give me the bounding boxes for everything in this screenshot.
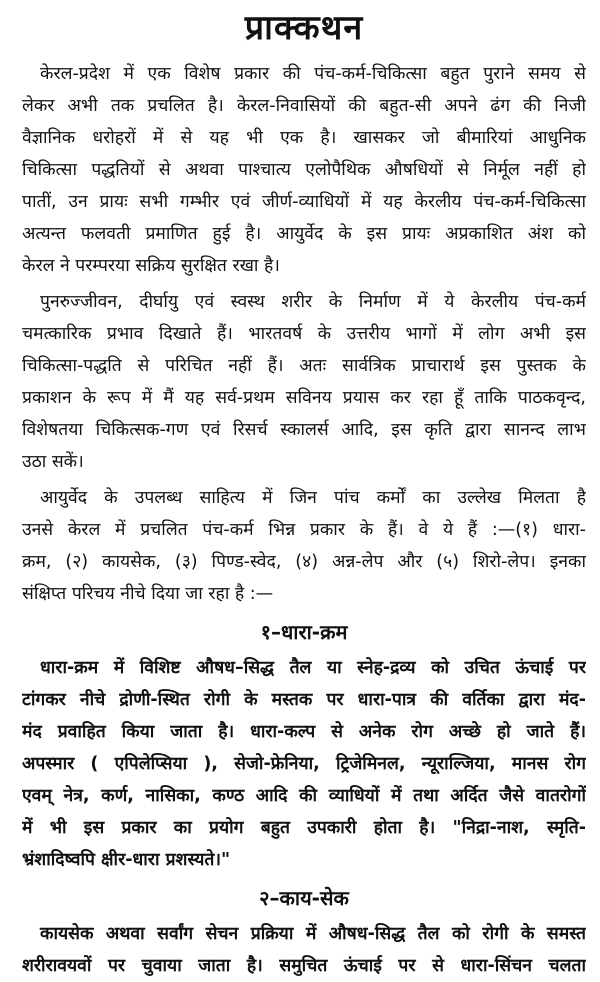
text-line: मंद प्रवाहित किया जाता है। धारा-कल्प से अनेक रोग अच्छे हो जाते हैं। (22, 722, 586, 742)
paragraph-kaya-sek (22, 918, 586, 982)
text-line: अत्यन्त फलवती प्रमाणित हुई है। आयुर्वेद के इस प्रायः अप्रकाशित अंश को (22, 224, 586, 244)
text-line: शरीरावयवों पर चुवाया जाता है। समुचित ऊंचाई पर से धारा-सिंचन चलता (22, 956, 586, 976)
text-line: चिकित्सा पद्धतियों से अथवा पाश्चात्य एलोपैथिक औषधियों से निर्मूल नहीं हो (22, 160, 586, 180)
text-line: में भी इस प्रकार का प्रयोग बहुत उपकारी होता है। "निद्रा-नाश, स्मृति- (22, 818, 586, 838)
section-heading-dhara-kram: १–धारा-क्रम (260, 620, 348, 644)
text-line: क्रम, (२) कायसेक, (३) पिण्ड-स्वेद, (४) अन्न-लेप और (५) शिरो-लेप। इनका (22, 552, 586, 572)
text-line: लेकर अभी तक प्रचलित है। केरल-निवासियों की बहुत-सी अपने ढंग की निजी (22, 96, 586, 116)
paragraph-dhara-kram (22, 652, 586, 876)
text-line: आयुर्वेद के उपलब्ध साहित्य में जिन पांच कर्मों का उल्लेख मिलता है (40, 488, 586, 508)
page-title: प्राक्कथन (244, 8, 364, 48)
text-line: पुनरुज्जीवन, दीर्घायु एवं स्वस्थ शरीर के निर्माण में ये केरलीय पंच-कर्म (40, 292, 586, 312)
paragraph-five-karmas (22, 482, 586, 610)
text-line: चिकित्सा-पद्धति से परिचित नहीं हैं। अतः सार्वत्रिक प्राचारार्थ इस पुस्तक के (22, 356, 586, 376)
text-line: कायसेक अथवा सर्वांग सेचन प्रक्रिया में औषध-सिद्ध तैल को रोगी के समस्त (40, 924, 586, 944)
text-line: उनसे केरल में प्रचलित पंच-कर्म भिन्न प्रकार के हैं। वे ये हैं :—(१) धारा- (22, 520, 586, 540)
section-heading-kaya-sek: २–काय-सेक (259, 886, 349, 910)
text-line: विशेषतया चिकित्सक-गण एवं रिसर्च स्कालर्स आदि, इस कृति द्वारा सानन्द लाभ (22, 420, 586, 440)
text-line: भ्रंशादिष्वपि क्षीर-धारा प्रशस्यते।" (22, 850, 231, 870)
text-line: प्रकाशन के रूप में मैं यह सर्व-प्रथम सविनय प्रयास कर रहा हूँ ताकि पाठकवृन्द, (22, 388, 586, 408)
text-line: टांगकर नीचे द्रोणी-स्थित रोगी के मस्तक पर धारा-पात्र की वर्तिका द्वारा मंद- (22, 690, 586, 710)
text-line: अपस्मार ( एपिलेप्सिया ), सेजो-फ्रेनिया, ट्रिजेमिनल, न्यूराल्जिया, मानस रोग (22, 754, 586, 774)
paragraph-purpose (22, 286, 586, 478)
text-line: वैज्ञानिक धरोहरों में से यह भी एक है। खासकर जो बीमारियां आधुनिक (22, 128, 586, 148)
text-line: उठा सकें। (22, 452, 84, 472)
paragraph-intro (22, 58, 586, 282)
text-line: धारा-क्रम में विशिष्ट औषध–सिद्ध तैल या स्नेह-द्रव्य को उचित ऊंचाई पर (40, 658, 586, 678)
text-line: केरल ने परम्परया सक्रिय सुरक्षित रखा है। (22, 256, 280, 276)
text-line: केरल-प्रदेश में एक विशेष प्रकार की पंच-कर्म-चिकित्सा बहुत पुराने समय से (40, 64, 586, 84)
text-line: एवम् नेत्र, कर्ण, नासिका, कण्ठ आदि की व्याधियों में तथा अर्दित जैसे वातरोगों (22, 786, 586, 806)
text-line: चमत्कारिक प्रभाव दिखाते हैं। भारतवर्ष के उत्तरीय भागों में लोग अभी इस (22, 324, 586, 344)
text-line: संक्षिप्त परिचय नीचे दिया जा रहा है :— (22, 584, 274, 604)
text-line: पातीं, उन प्रायः सभी गम्भीर एवं जीर्ण-व्याधियों में यह केरलीय पंच-कर्म-चिकित्सा (22, 192, 586, 212)
